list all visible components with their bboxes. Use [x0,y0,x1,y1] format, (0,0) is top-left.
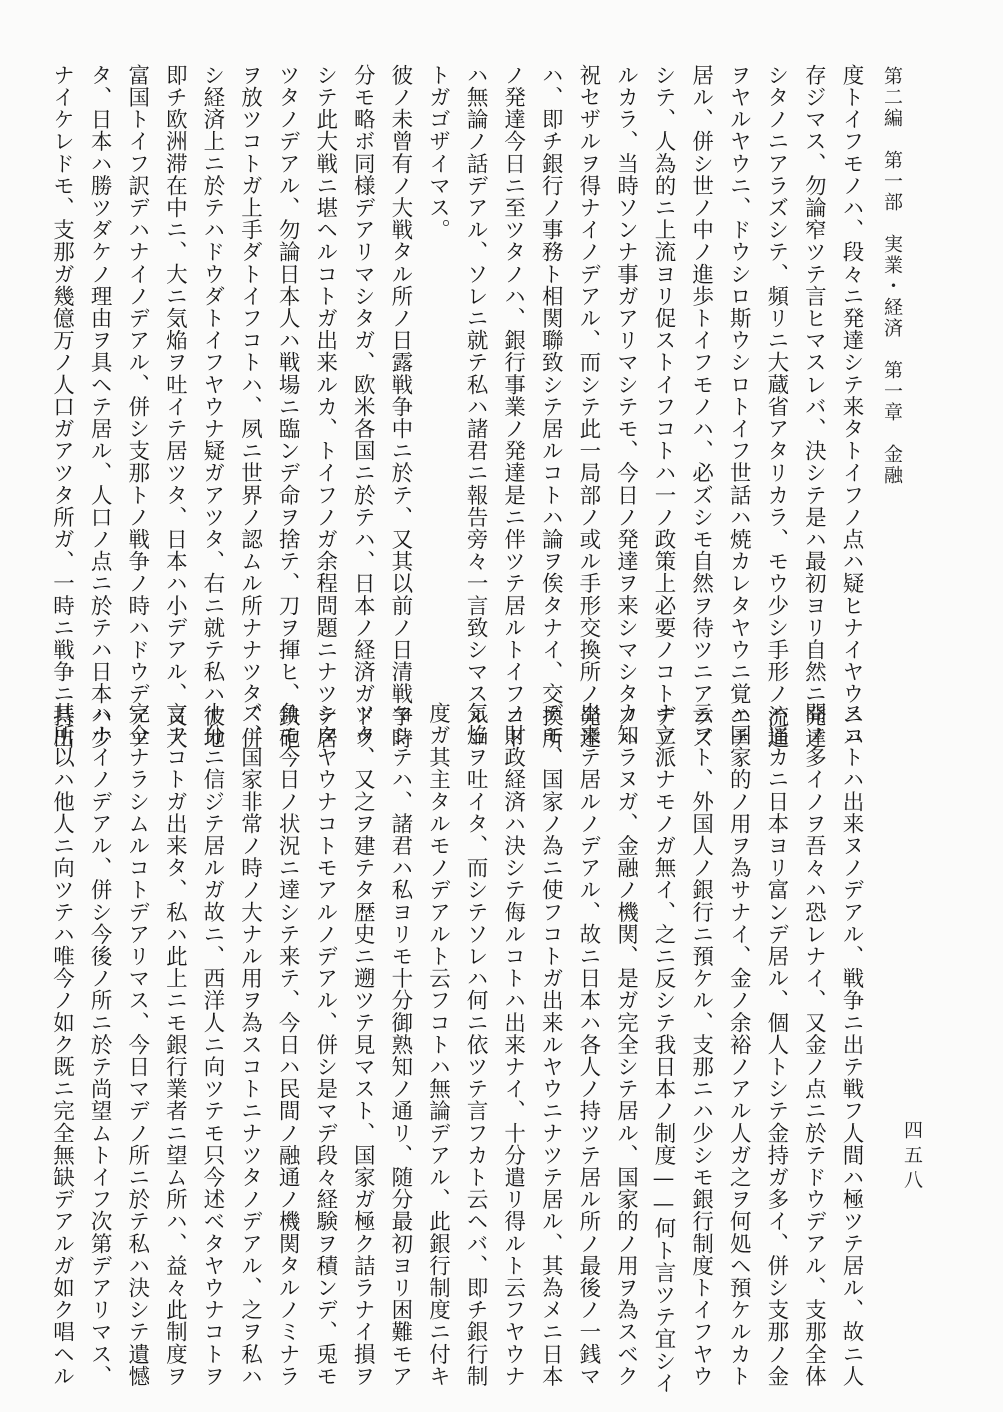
text-column: ハナイノデアル、併シ今後ノ所ニ於テ尚望ムトイフ次第デアリマス、 [87,702,113,1388]
text-column: 富国トイフ訳デハナイノデアル、併シ支那トノ戦争ノ時ハドウデアツ [124,64,150,750]
text-column: 完全ナラシムルコトデアリマス、今日マデノ所ニ於テ私ハ決シテ遺憾 [124,702,150,1388]
text-column: 度ガ其主タルモノデアルト云フコトハ無論デアル、此銀行制度ニ付キ [425,702,451,1388]
text-column: シテ此大戦ニ堪ヘルコトガ出来ルカ、トイフノガ余程問題ニナツテ居 [312,64,338,750]
text-column: 言フコトガ出来タ、私ハ此上ニモ銀行業者ニ望ム所ハ、益々此制度ヲ [162,702,188,1388]
text-column: ヲヤルヤウニ、ドウシロ斯ウシロトイフ世話ハ焼カレタヤウニ覚エテ [726,64,752,750]
text-column: 居ル、併シ世ノ中ノ進歩トイフモノハ、必ズシモ自然ヲ待ツニアラズ [688,64,714,750]
text-column: 祝セザルヲ得ナイノデアル、而シテ此一局部ノ或ル手形交換所ノ発達 [575,64,601,750]
text-column: ハ国家的ノ用ヲ為サナイ、金ノ余裕ノアル人ガ之ヲ何処ヘ預ケルカト [726,702,752,1388]
text-column: デモ、国家ノ為ニ使フコトガ出来ルヤウニナツテ居ル、其為メニ日本 [538,702,564,1388]
text-column: カ知ラヌガ、金融ノ機関、是ガ完全シテ居ル、国家的ノ用ヲ為スベク [613,702,639,1388]
text-column: ナ立派ナモノガ無イ、之ニ反シテ我日本ノ制度——何ト言ツテ宜シイ [651,702,677,1395]
text-column: 角モ今日ノ状況ニ達シテ来テ、今日ハ民間ノ融通ノ機関タルノミナラ [275,702,301,1388]
running-head: 第二編 第一部 実業・経済 第一章 金融 [881,66,903,486]
text-column: 其所以ハ他人ニ向ツテハ唯今ノ如ク既ニ完全無缺デアルガ如ク唱ヘル [49,702,75,1388]
text-column: 彼ノ未曾有ノ大戦タル所ノ日露戦争中ニ於テ、又其以前ノ日清戦争時 [387,64,413,750]
text-column: シタヤウナコトモアルノデアル、併シ是マデ段々経験ヲ積ンデ、兎モ [312,702,338,1388]
text-column: ハ遥カニ日本ヨリ富ンデ居ル、個人トシテ金持ガ多イ、併シ支那ノ金 [763,702,789,1388]
text-column: タ、日本ハ勝ツダケノ理由ヲ具ヘテ居ル、人口ノ点ニ於テハ日本ハ少 [87,64,113,750]
text-column: ハ、即チ銀行ノ事務ト相関聯致シテ居ルコトハ論ヲ俟タナイ、交換所 [538,64,564,750]
text-column: マシテハ、諸君ハ私ヨリモ十分御熟知ノ通リ、随分最初ヨリ困難モア [387,702,413,1388]
text-column: 十分ニ信ジテ居ルガ故ニ、西洋人ニ向ツテモ只今述ベタヤウナコトヲ [199,702,225,1388]
text-column: ノ発達今日ニ至ツタノハ、銀行事業ノ発達是ニ伴ツテ居ルトイフコト [500,64,526,750]
page-number: 四五八 [901,1120,923,1195]
text-column: ノ財政経済ハ決シテ侮ルコトハ出来ナイ、十分遣リ得ルト云フヤウナ [500,702,526,1388]
text-column: 度トイフモノハ、段々ニ発達シテ来タトイフノ点ハ疑ヒナイヤウニハ [839,64,864,750]
text-column: 間ノ多イノヲ吾々ハ恐レナイ、又金ノ点ニ於テドウデアル、支那全体 [801,702,827,1388]
text-column: ハ無論ノ話デアル、ソレニ就テ私ハ諸君ニ報告旁々一言致シマスルコ [463,64,489,750]
text-column: ナイケレドモ、支那ガ幾億万ノ人口ガアツタ所ガ、一時ニ戦争ニ持出 [49,64,75,750]
text-column: シ経済上ニ於テハドウダトイフヤウナ疑ガアツタ、右ニ就テ私ハ彼地 [199,64,225,750]
text-column: 気焔ヲ吐イタ、而シテソレハ何ニ依ツテ言フカト云ヘバ、即チ銀行制 [463,702,489,1388]
text-column: トガゴザイマス。 [425,64,451,241]
text-column: 分モ略ボ同様デアリマシタガ、欧米各国ニ於テハ、日本ノ経済ガドウ [350,64,376,750]
text-column: 即チ欧洲滞在中ニ、大ニ気焔ヲ吐イテ居ツタ、日本ハ小デアル、又大 [162,64,188,750]
text-column: ヲ放ツコトガ上手ダトイフコトハ、夙ニ世界ノ認ムル所ナナツタ、併 [237,64,263,750]
text-block-bottom [49,702,870,1395]
text-column: ルカラ、当時ソンナ事ガアリマシテモ、今日ノ発達ヲ来シマシタノハ [613,64,639,750]
text-column: 存ジマス、勿論窄ツテ言ヒマスレバ、決シテ是ハ最初ヨリ自然ニ発達 [801,64,827,750]
text-column: シテ、人為的ニ上流ヨリ促ストイフコトハ一ノ政策上必要ノコトデア [651,64,677,750]
text-block-top [49,64,870,750]
text-column: ツタノデアル、勿論日本人ハ戦場ニ臨ンデ命ヲ捨テ、刀ヲ揮ヒ、鉄砲 [275,64,301,750]
text-column: シタノニアラズシテ、頻リニ大蔵省アタリカラ、モウ少シ手形ノ流通 [763,64,789,750]
text-column: ズ、国家非常ノ時ノ大ナル用ヲ為スコトニナツタノデアル、之ヲ私ハ [237,702,263,1388]
text-column: 出来テ居ルノデアル、故ニ日本ハ各人ノ持ツテ居ル所ノ最後ノ一銭マ [575,702,601,1388]
text-column: スコトハ出来ヌノデアル、戦争ニ出テ戦フ人間ハ極ツテ居ル、故ニ人 [839,702,864,1388]
text-column: 云フト、外国人ノ銀行ニ預ケル、支那ニハ少シモ銀行制度トイフヤウ [688,702,714,1388]
text-column: ツタ、又之ヲ建テタ歴史ニ遡ツテ見マスト、国家ガ極ク詰ラナイ損ヲ [350,702,376,1388]
